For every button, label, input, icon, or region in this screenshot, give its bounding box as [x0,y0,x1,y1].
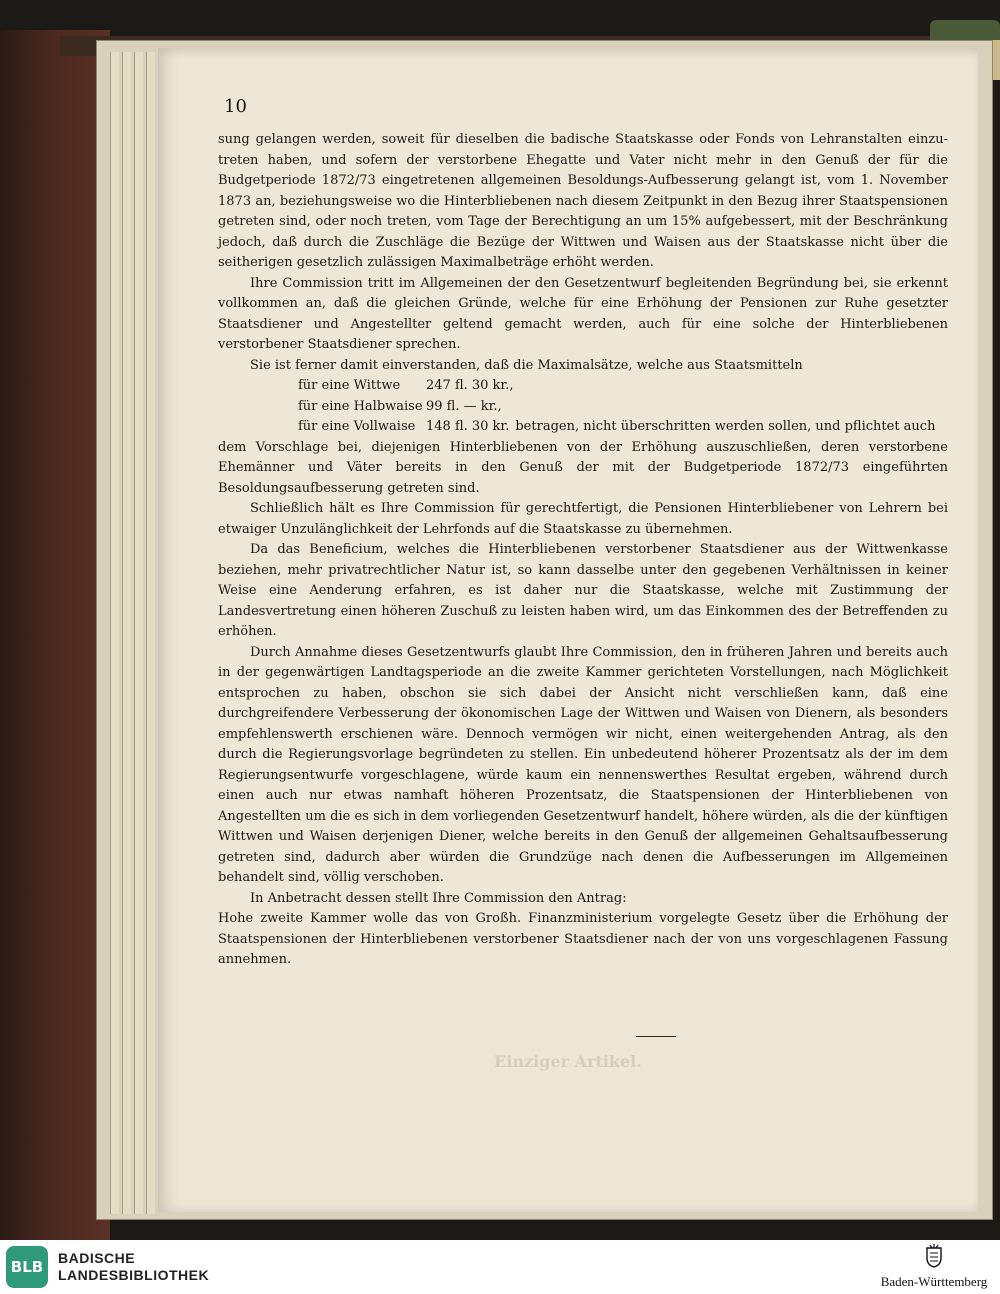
library-name[interactable] [58,1250,209,1284]
paragraph: dem Vorschlage bei, diejenigen Hinterbliebenen von der Erhöhung auszuschließen, deren verstorbene Ehemänner und Väter bereits in den Genuß der mit der Budgetperiode 1872/73 eingeführten Besoldungsaufbesserung getreten sind. [218,439,948,496]
page-edge [110,52,119,1214]
page-edge [122,52,131,1214]
paragraph: In Anbetracht dessen stellt Ihre Commission den Antrag: [250,890,627,906]
paragraph: sung gelangen werden, soweit für dieselben die badische Staatskasse oder Fonds von Lehranstalten einzutreten haben, und sofern der verstorbene Ehegatte und Vater nicht mehr in den Genuß der für die Budgetperiode 1872/73 eingetretenen allgemeinen Besoldungs-Aufbesserung gelangt ist, vom 1. November 1873 an, beziehungsweise wo die Hinterbliebenen nach diesem Zeitpunkt in den Bezug ihrer Staatspensionen getreten sind, oder noch treten, vom Tage der Berechtigung an um 15% aufgebessert, mit der Beschränkung jedoch, daß durch die Zuschläge die Bezüge der Wittwen und Waisen aus der Staatskasse nicht über die seitherigen gesetzlich zulässigen Maximalbeträge erhöht werden. [218,132,948,270]
library-name-line1: BADISCHE [58,1250,136,1266]
rate-label: für eine Halbwaise [298,398,423,414]
rate-row [298,417,948,438]
section-rule [636,1036,676,1037]
rate-continuation: betragen, nicht überschritten werden sollen, und pflichtet auch [515,419,936,434]
document-page [158,48,978,1212]
viewer-footer [0,1240,1000,1294]
paragraph: Ihre Commission tritt im Allgemeinen der den Gesetzentwurf begleitenden Begründung bei, sie erkennt vollkommen an, daß die gleichen Gründe, welche für eine Erhöhung der Pensionen zur Ruhe gesetzter Staatsdiener und Angestellter geltend gemacht werden, auch für eine solche der Hinterbliebenen verstorbener Staatsdiener sprechen. [218,275,948,352]
page-body [218,100,948,971]
book-cover-left [0,30,110,1240]
rate-label: für eine Vollwaise [298,419,416,434]
library-name-line2: LANDESBIBLIOTHEK [58,1267,210,1283]
show-through-title: Einziger Artikel. [494,1052,642,1071]
paragraph: Sie ist ferner damit einverstanden, daß die Maximalsätze, welche aus Staatsmitteln [250,357,803,373]
page-edge [146,52,155,1214]
paragraph: Durch Annahme dieses Gesetzentwurfs glaubt Ihre Commission, den in früheren Jahren und bereits auch in der gegenwärtigen Landtagsperiode an die zweite Kammer gerichteten Vorstellungen, nach Möglichkeit entsprochen zu haben, obschon sie sich dabei der Ansicht nicht verschließen kann, daß eine durchgreifendere Verbesserung der ökonomischen Lage der Wittwen und Waisen von Dienern, als besonders empfehlenswerth erschienen wäre. Dennoch vermögen wir nicht, einen weitergehenden Antrag, als den durch die Regierungsvorlage begründeten zu stellen. Ein unbedeutend höherer Prozentsatz als der im dem Regierungsentwurfe vorgeschlagene, würde kaum ein nennenswerthes Resultat ergeben, während durch einen auch nur etwas namhaft höheren Prozentsatz, die Staatspensionen der Hinterbliebenen von Angestellten um die es sich in dem vorliegenden Gesetzentwurf handelt, höhere würden, als die der künftigen Wittwen und Waisen derjenigen Diener, welche bereits in den Genuß der allgemeinen Gehaltsaufbesserung getreten sind, dadurch aber würden die Grundzüge nach denen die Aufbesserungen im Allgemeinen behandelt sind, völlig verschoben. [218,644,948,885]
page-number: 10 [224,96,247,117]
rate-row [298,376,948,397]
blb-logo[interactable]: BLB [6,1246,48,1288]
page-edge [134,52,143,1214]
state-label: Baden-Württemberg [880,1274,988,1289]
rate-amount: 247 fl. 30 kr., [426,378,514,393]
state-logo[interactable] [874,1244,994,1290]
rate-label: für eine Wittwe [298,378,401,393]
rate-amount: 148 fl. 30 kr. [426,419,510,434]
paragraph: Schließlich hält es Ihre Commission für gerechtfertigt, die Pensionen Hinterbliebener von Lehrern bei etwaiger Unzulänglichkeit der Lehrfonds auf die Staatskasse zu übernehmen. [218,501,948,537]
rate-row [298,397,948,418]
rate-amount: 99 fl. — kr., [426,398,502,414]
coat-of-arms-icon [925,1244,943,1268]
rate-list [298,376,948,438]
proposal-text: Hohe zweite Kammer wolle das von Großh. Finanzministerium vorgelegte Gesetz über die Erhöhung der Staatspensionen der Hinterbliebenen verstorbener Staatsdiener nach der von uns vorgeschlagenen Fassung annehmen. [218,911,948,967]
show-through-text [218,1048,918,1076]
paragraph: Da das Beneficium, welches die Hinterbliebenen verstorbener Staatsdiener aus der Wittwenkasse beziehen, mehr privatrechtlicher Natur ist, so kann dasselbe unter den gegebenen Verhältnissen in keiner Weise eine Aenderung erfahren, es ist daher nur die Staatskasse, welche mit Zustimmung der Landesvertretung einen höheren Zuschuß zu leisten haben wird, um das Einkommen des der Betreffenden zu erhöhen. [218,542,948,639]
